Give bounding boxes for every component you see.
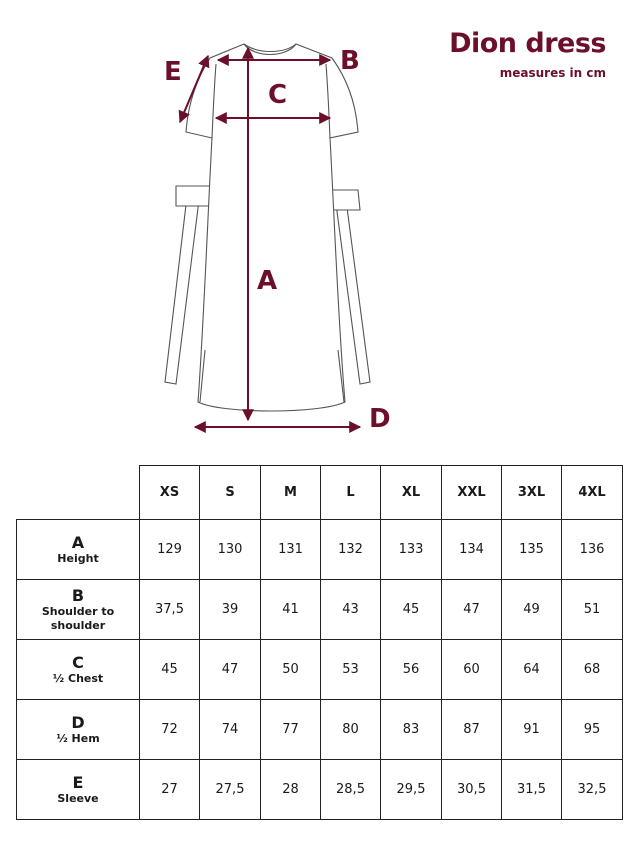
value-cell: 47 xyxy=(200,640,261,700)
value-cell: 56 xyxy=(381,640,442,700)
label-d: D xyxy=(369,404,391,434)
value-cell: 136 xyxy=(562,520,623,580)
value-cell: 74 xyxy=(200,700,261,760)
value-cell: 83 xyxy=(381,700,442,760)
table-row xyxy=(17,700,623,760)
row-name: ½ Hem xyxy=(56,731,100,745)
value-cell: 28 xyxy=(261,760,321,820)
value-cell: 132 xyxy=(321,520,381,580)
size-header: S xyxy=(200,466,261,520)
row-header xyxy=(17,700,140,760)
table-row xyxy=(17,640,623,700)
value-cell: 80 xyxy=(321,700,381,760)
value-cell: 30,5 xyxy=(442,760,502,820)
row-header xyxy=(17,580,140,640)
value-cell: 43 xyxy=(321,580,381,640)
value-cell: 131 xyxy=(261,520,321,580)
label-a: A xyxy=(257,266,278,296)
row-name: Shoulder to shoulder xyxy=(41,604,115,632)
value-cell: 50 xyxy=(261,640,321,700)
value-cell: 45 xyxy=(140,640,200,700)
row-header xyxy=(17,520,140,580)
value-cell: 32,5 xyxy=(562,760,623,820)
value-cell: 31,5 xyxy=(502,760,562,820)
value-cell: 130 xyxy=(200,520,261,580)
size-header: 4XL xyxy=(562,466,623,520)
size-header: XXL xyxy=(442,466,502,520)
value-cell: 51 xyxy=(562,580,623,640)
row-key: C xyxy=(72,652,84,672)
value-cell: 37,5 xyxy=(140,580,200,640)
size-header: M xyxy=(261,466,321,520)
row-key: A xyxy=(71,532,85,552)
row-name: ½ Chest xyxy=(52,671,104,685)
value-cell: 49 xyxy=(502,580,562,640)
table-row xyxy=(17,580,623,640)
value-cell: 39 xyxy=(200,580,261,640)
value-cell: 27,5 xyxy=(200,760,261,820)
row-name: Height xyxy=(57,551,99,565)
product-title: Dion dress xyxy=(449,28,606,59)
value-cell: 45 xyxy=(381,580,442,640)
value-cell: 129 xyxy=(140,520,200,580)
row-key: E xyxy=(72,772,84,792)
value-cell: 91 xyxy=(502,700,562,760)
label-e: E xyxy=(164,57,182,87)
size-header-row xyxy=(17,466,623,520)
size-header: L xyxy=(321,466,381,520)
value-cell: 41 xyxy=(261,580,321,640)
units-note: measures in cm xyxy=(499,66,606,80)
value-cell: 27 xyxy=(140,760,200,820)
value-cell: 64 xyxy=(502,640,562,700)
row-header xyxy=(17,640,140,700)
value-cell: 135 xyxy=(502,520,562,580)
row-name: Sleeve xyxy=(57,791,99,805)
corner-cell xyxy=(17,466,140,520)
table-row xyxy=(17,520,623,580)
value-cell: 72 xyxy=(140,700,200,760)
value-cell: 133 xyxy=(381,520,442,580)
value-cell: 53 xyxy=(321,640,381,700)
size-chart-table xyxy=(16,465,623,820)
value-cell: 87 xyxy=(442,700,502,760)
value-cell: 60 xyxy=(442,640,502,700)
size-header: XS xyxy=(140,466,200,520)
row-key: D xyxy=(71,712,85,732)
size-header: XL xyxy=(381,466,442,520)
value-cell: 28,5 xyxy=(321,760,381,820)
value-cell: 68 xyxy=(562,640,623,700)
value-cell: 47 xyxy=(442,580,502,640)
value-cell: 134 xyxy=(442,520,502,580)
label-b: B xyxy=(340,46,360,76)
table-row xyxy=(17,760,623,820)
row-key: B xyxy=(71,585,85,605)
row-header xyxy=(17,760,140,820)
value-cell: 29,5 xyxy=(381,760,442,820)
label-c: C xyxy=(268,80,288,110)
value-cell: 95 xyxy=(562,700,623,760)
value-cell: 77 xyxy=(261,700,321,760)
size-header: 3XL xyxy=(502,466,562,520)
